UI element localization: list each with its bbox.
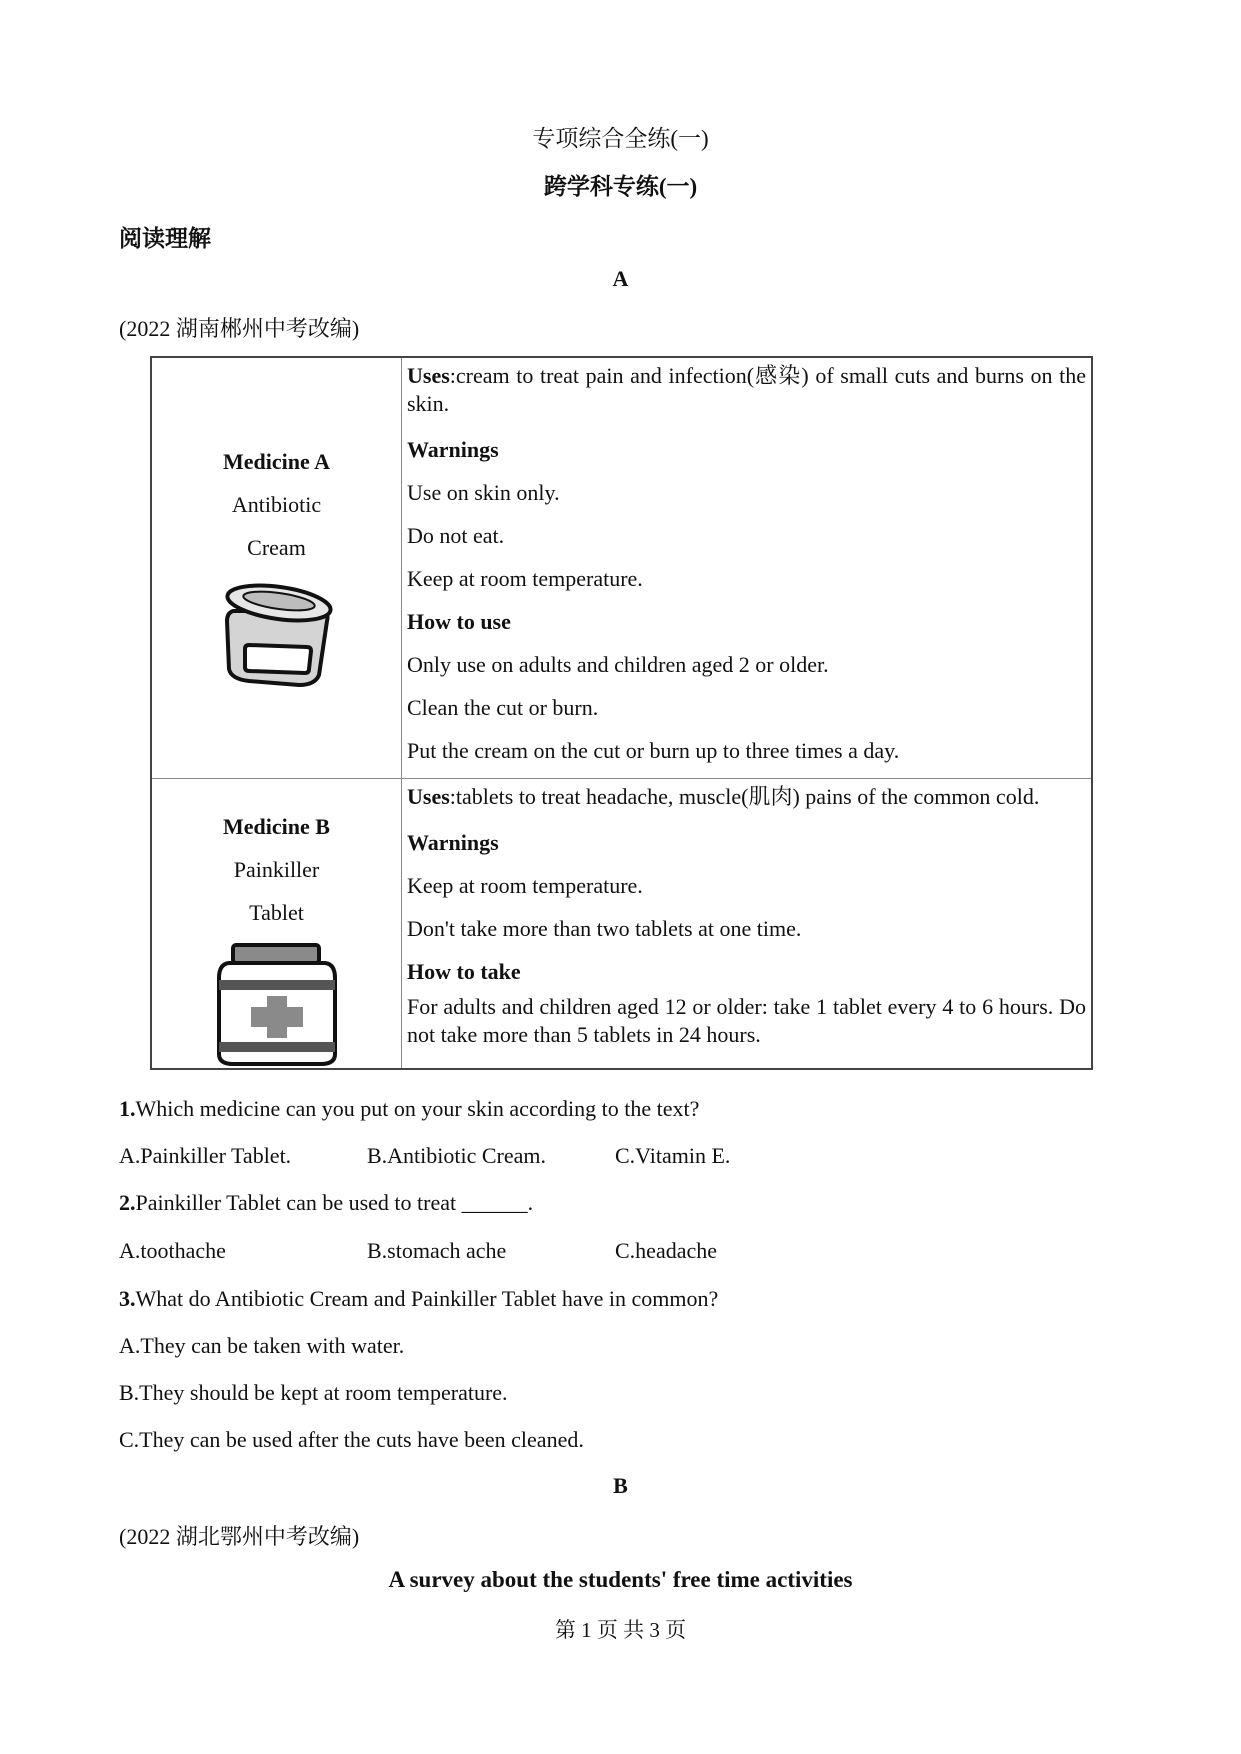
medicine-a-name: Medicine A	[223, 449, 330, 474]
passage-a-label: A	[612, 266, 629, 291]
question-2	[119, 1190, 533, 1216]
page-subtitle: 跨学科专练(一)	[543, 174, 698, 199]
medicine-a-type-line2: Cream	[247, 535, 306, 560]
medicine-b-description-cell	[402, 779, 1093, 1070]
warning-line: Keep at room temperature.	[407, 566, 643, 591]
medicine-bottle-icon	[215, 942, 339, 1068]
warning-line: Don't take more than two tablets at one time.	[407, 916, 802, 941]
medicine-b-name-cell	[151, 779, 402, 1070]
question-text: Which medicine can you put on your skin according to the text?	[135, 1096, 700, 1121]
medicine-a-name-cell	[151, 357, 402, 779]
option-c[interactable]: C.Vitamin E.	[615, 1143, 731, 1168]
medicine-b-howto-heading: How to take	[407, 959, 521, 984]
question-text: Painkiller Tablet can be used to treat ______.	[135, 1190, 534, 1215]
option-b[interactable]: B.They should be kept at room temperature.	[119, 1380, 508, 1405]
medicine-a-warnings-heading: Warnings	[407, 437, 499, 462]
medicine-a-description-cell	[402, 357, 1093, 779]
passage-b-title: A survey about the students' free time activities	[388, 1567, 853, 1592]
question-1	[119, 1096, 699, 1122]
medicine-a-type-line1: Antibiotic	[231, 492, 322, 517]
question-number: 3.	[119, 1286, 136, 1311]
option-b[interactable]: B.Antibiotic Cream.	[367, 1143, 547, 1168]
howto-line: Clean the cut or burn.	[407, 695, 599, 720]
medicine-b-uses	[407, 783, 1086, 811]
passage-b-source: (2022 湖北鄂州中考改编)	[119, 1524, 360, 1549]
passage-a-source: (2022 湖南郴州中考改编)	[119, 316, 360, 341]
warning-line: Use on skin only.	[407, 480, 560, 505]
cream-jar-icon	[215, 577, 339, 689]
uses-label: Uses	[407, 784, 450, 809]
warning-line: Do not eat.	[407, 523, 505, 548]
option-a[interactable]: A.toothache	[119, 1238, 226, 1263]
medicine-a-howto-heading: How to use	[407, 609, 511, 634]
medicine-b-type-line1: Painkiller	[233, 857, 320, 882]
uses-label: Uses	[407, 363, 450, 388]
page-title: 专项综合全练(一)	[532, 126, 709, 151]
medicine-b-row	[151, 779, 1092, 1070]
howto-paragraph: For adults and children aged 12 or older: take 1 tablet every 4 to 6 hours. Do not take more than 5 tablets in 24 hours.	[407, 994, 1086, 1047]
section-heading: 阅读理解	[119, 226, 211, 251]
howto-line: Only use on adults and children aged 2 or older.	[407, 652, 829, 677]
question-text: What do Antibiotic Cream and Painkiller Tablet have in common?	[135, 1286, 719, 1311]
page-footer: 第 1 页 共 3 页	[554, 1618, 687, 1642]
medicine-b-name: Medicine B	[223, 814, 330, 839]
uses-text: :tablets to treat headache, muscle(肌肉) pains of the common cold.	[449, 784, 1040, 809]
question-number: 1.	[119, 1096, 136, 1121]
question-number: 2.	[119, 1190, 136, 1215]
passage-b-label: B	[613, 1473, 628, 1498]
medicine-a-uses	[407, 362, 1086, 418]
question-3	[119, 1286, 718, 1312]
option-b[interactable]: B.stomach ache	[367, 1238, 507, 1263]
medicine-b-type-line2: Tablet	[249, 900, 304, 925]
option-a[interactable]: A.Painkiller Tablet.	[119, 1143, 292, 1168]
option-c[interactable]: C.headache	[615, 1238, 717, 1263]
warning-line: Keep at room temperature.	[407, 873, 643, 898]
medicine-b-warnings-heading: Warnings	[407, 830, 499, 855]
medicine-a-row	[151, 357, 1092, 779]
medicine-table	[150, 356, 1093, 1070]
howto-line: Put the cream on the cut or burn up to three times a day.	[407, 738, 900, 763]
option-c[interactable]: C.They can be used after the cuts have been cleaned.	[119, 1427, 584, 1452]
uses-text: :cream to treat pain and infection(感染) of small cuts and burns on the skin.	[407, 363, 1086, 416]
option-a[interactable]: A.They can be taken with water.	[119, 1333, 405, 1358]
